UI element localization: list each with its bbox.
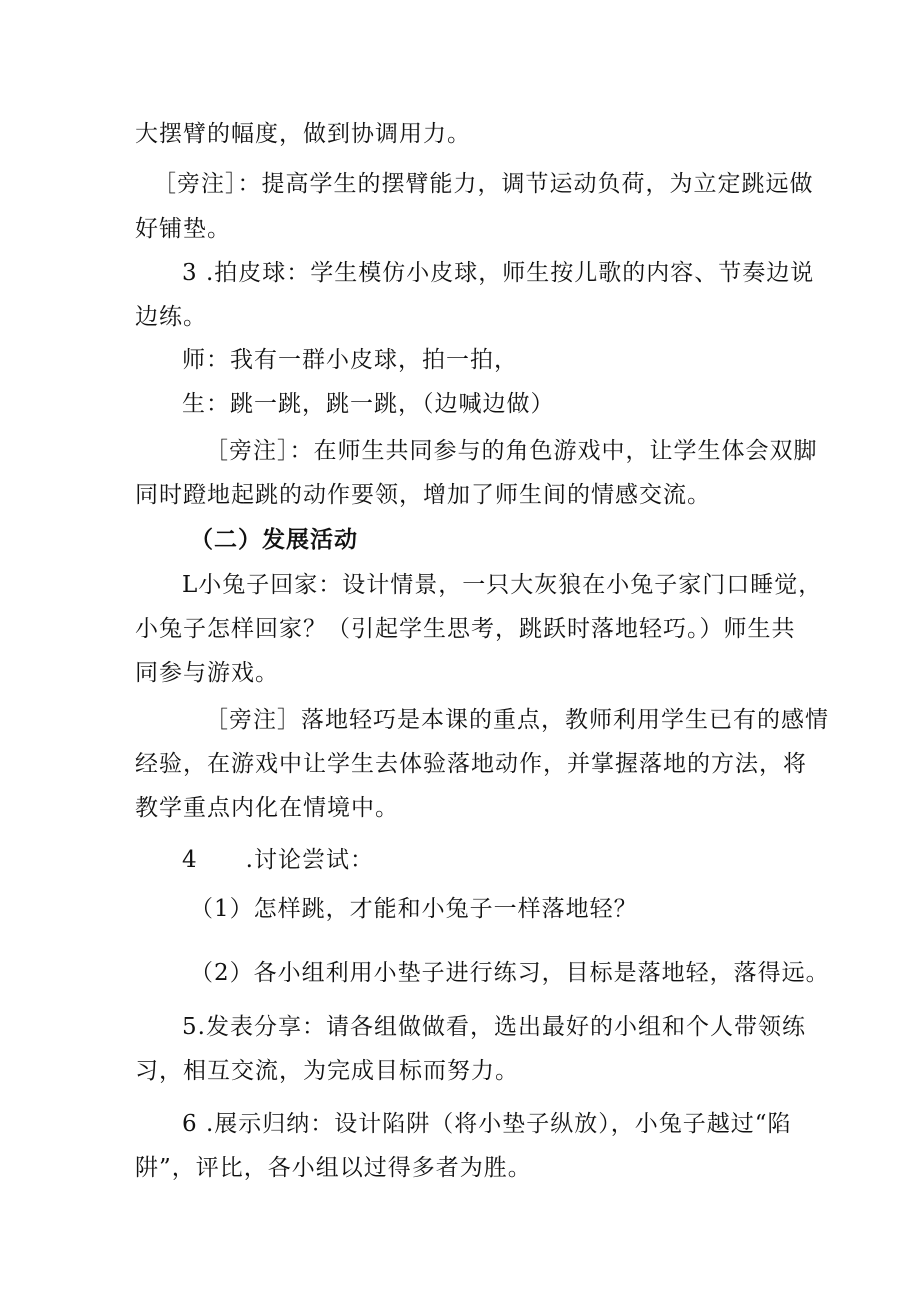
text-line-19: （2）各小组利用小垫子进行练习，目标是落地轻，落得远。 [190, 960, 830, 986]
text-line-16: 教学重点内化在情境中。 [135, 795, 399, 821]
text-line-22: 6 .展示归纳：设计陷阱（将小垫子纵放），小兔子越过“陷 [182, 1111, 792, 1137]
text-line-12: 小兔子怎样回家？（引起学生思考，跳跃时落地轻巧。）师生共 [135, 616, 796, 642]
section-heading: （二）发展活动 [190, 526, 358, 553]
text-line-1: 大摆臂的幅度，做到协调用力。 [135, 121, 471, 147]
text-line-15: 经验，在游戏中让学生去体验落地动作，并掌握落地的方法，将 [135, 751, 807, 777]
text-line-4: 3 .拍皮球：学生模仿小皮球，师生按儿歌的内容、节奏边说 [182, 260, 815, 286]
text-line-6: 师：我有一群小皮球，拍一拍， [182, 347, 518, 373]
text-line-8: ［旁注］：在师生共同参与的角色游戏中，让学生体会双脚 [205, 438, 818, 464]
text-line-2: ［旁注］：提高学生的摆臂能力，调节运动负荷，为立定跳远做 [153, 171, 814, 197]
text-line-11: L小兔子回家：设计情景，一只大灰狼在小兔子家门口睡觉， [182, 572, 823, 598]
text-line-9: 同时蹬地起跳的动作要领，增加了师生间的情感交流。 [135, 482, 711, 508]
text-line-5: 边练。 [135, 304, 207, 330]
text-line-7: 生：跳一跳，跳一跳，（边喊边做） [182, 391, 555, 417]
text-line-21: 习，相互交流，为完成目标而努力。 [135, 1058, 519, 1084]
text-line-18: （1）怎样跳，才能和小兔子一样落地轻？ [190, 896, 638, 922]
text-line-20: 5.发表分享：请各组做做看，选出最好的小组和个人带领练 [182, 1014, 806, 1040]
text-line-3: 好铺垫。 [135, 216, 231, 242]
text-line-17: 4 .讨论尝试： [182, 847, 374, 873]
text-line-14: ［旁注］落地轻巧是本课的重点，教师利用学生已有的感情 [205, 707, 829, 733]
text-line-13: 同参与游戏。 [135, 660, 279, 686]
text-line-23: 阱”，评比，各小组以过得多者为胜。 [135, 1155, 532, 1181]
